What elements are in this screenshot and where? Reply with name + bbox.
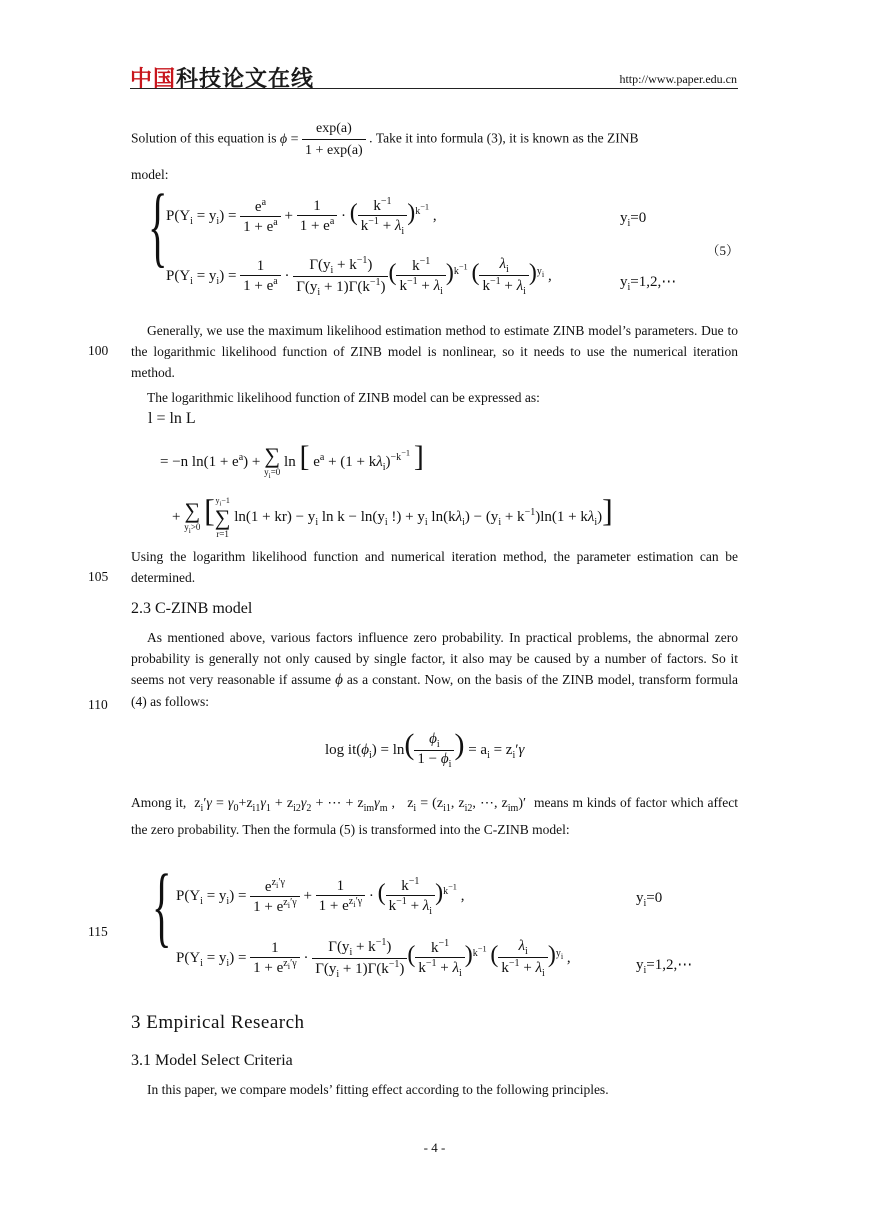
equation-number: （5）: [706, 243, 739, 258]
logo-red-text: 中国: [130, 67, 177, 92]
loglik-line2: = −n $\ln(1 + e^a)$ + ∑ $y_i=0$ ln [ $e^a + (1 + k\lambda_i)^{-k^{-1}}$ ]: [160, 440, 424, 480]
czinb-line2: $P(Y_i = y_i)$ = $\frac{1}{1 + e^{z_i'\gamma}}$ · $\frac{\Gamma(y_i + k^{-1})}{\Gamma(y_i + 1)\Gamma(k^{-1})}$ ( $\frac{k^{-1}}{k^{-1} + \lambda_i}$ )$^{k^{-1}}$ ( $\frac{\lambda_i}{k^{-1} + \lambda_i}$ )$^{y_i}$ ,: [176, 937, 571, 980]
cond-pos-2: $y_i=1,2,\cdots$: [636, 957, 693, 976]
using-paragraph: Using the logarithm likelihood function and numerical iteration method, the parameter estimation can be determined.: [131, 549, 738, 585]
cond-zero-val: =0: [630, 210, 647, 226]
loglik-line3: + ∑ $y_i>0$ [ $y_i-1$ ∑ r=1 $\ln(1 + kr) - y_i$ $\ln k - \ln(y_i$ !) + $y_i$ $\ln(k\lambda_i) - (y_i + k^{-1})\ln(1 + k\lambda_i)$]: [172, 492, 613, 540]
cond-zero-2: $y_i=0$: [636, 890, 663, 909]
among-pre-text: Among it,: [131, 795, 187, 810]
logo-dark-text: 科技论文在线: [176, 67, 315, 92]
heading-criteria: 3.1 Model Select Criteria: [131, 1052, 293, 1069]
solution-pre-text: Solution of this equation is: [131, 130, 277, 146]
mentioned-text-2: as a constant. Now, on the basis of the ZINB model, transform formula (4) as follows:: [131, 672, 739, 709]
cond-pos-val-2: =1,2,⋯: [646, 957, 693, 973]
cond-zero-val-2: =0: [646, 890, 663, 906]
mentioned-paragraph: As mentioned above, various factors influence zero probability. In practical problems, the abnormal zero probability is generally not only caused by single factor, it also may be caused by a number of factors. So it seems not very reasonable if assume ϕ as a constant. Now, on the basis of the ZINB model, transform formula (4) as follows:: [131, 630, 739, 709]
phi-formula: ϕ = $\frac{\exp(a)}{1 + \exp(a)}$: [280, 132, 366, 147]
header-rule: [130, 88, 738, 89]
loglik-line1: l = ln L: [148, 410, 196, 427]
header-url[interactable]: http://www.paper.edu.cn: [619, 72, 737, 86]
among-formula: $z_i'\gamma = \gamma_0+z_{i1}\gamma_1 + z_{i2}\gamma_2$ + ⋯ + $z_{im}\gamma_m$ , $z_i = (z_{i1}$, $z_{i2}$, ⋯, $z_{im})'$: [190, 796, 531, 814]
loglik-intro: The logarithmic likelihood function of ZINB model can be expressed as:: [147, 390, 540, 405]
page-number: - 4 -: [423, 1140, 446, 1155]
among-post-text: means m kinds of factor which affect the zero probability. Then the formula (5) is transformed into the C-ZINB model:: [131, 795, 739, 837]
logit-equation: $\log it(\phi_i) = \ln$( $\frac{\phi_i}{1 - \phi_i}$ ) = $a_i = z_i'\gamma$: [325, 728, 525, 771]
heading-empirical: 3 Empirical Research: [131, 1012, 305, 1033]
equation5-line1: $P(Y_i = y_i)$ = $\frac{e^a}{1 + e^a}$ + $\frac{1}{1 + e^a}$ · ( $\frac{k^{-1}}{k^{-1} + \lambda_i}$ )$^{k^{-1}}$ ,: [166, 196, 437, 237]
model-label: model:: [131, 167, 169, 182]
generally-paragraph: Generally, we use the maximum likelihood estimation method to estimate ZINB model’s parameters. Due to the logarithmic likelihood function of ZINB model is nonlinear, so it needs to use the numerical iteration method.: [131, 323, 738, 380]
heading-czinb: 2.3 C-ZINB model: [131, 600, 253, 617]
solution-paragraph: [131, 118, 738, 161]
czinb-brace: {: [152, 857, 172, 956]
cond-pos-1: $y_i=1,2,\cdots$: [620, 274, 677, 293]
mentioned-text: As mentioned above, various factors influence zero probability. In practical problems, the abnormal zero probability is generally not only caused by single factor, it also may be caused by a number of factors. So it seems not very reasonable if assume: [131, 630, 738, 687]
compare-paragraph: In this paper, we compare models’ fitting effect according to the following principles.: [147, 1082, 609, 1097]
cond-pos-val: =1,2,⋯: [630, 274, 677, 290]
equation5-brace: {: [148, 177, 168, 276]
line-number-105: 105: [88, 569, 109, 584]
solution-post-text: . Take it into formula (3), it is known as the ZINB: [369, 130, 639, 146]
line-number-115: 115: [88, 924, 108, 939]
equation5-line2: $P(Y_i = y_i)$ = $\frac{1}{1 + e^a}$ · $\frac{\Gamma(y_i + k^{-1})}{\Gamma(y_i + 1)\Gamma(k^{-1})}$ ( $\frac{k^{-1}}{k^{-1} + \lambda_i}$ )$^{k^{-1}}$ ( $\frac{\lambda_i}{k^{-1} + \lambda_i}$ )$^{y_i}$ ,: [166, 255, 552, 298]
line-number-110: 110: [88, 697, 108, 712]
czinb-line1: $P(Y_i = y_i)$ = $\frac{e^{z_i'\gamma}}{1 + e^{z_i'\gamma}}$ + $\frac{1}{1 + e^{z_i'\gamma}}$ · ( $\frac{k^{-1}}{k^{-1} + \lambda_i}$ )$^{k^{-1}}$ ,: [176, 876, 465, 917]
cond-zero-1: $y_i=0$: [620, 210, 647, 229]
line-number-100: 100: [88, 343, 109, 358]
among-paragraph: [131, 792, 738, 840]
